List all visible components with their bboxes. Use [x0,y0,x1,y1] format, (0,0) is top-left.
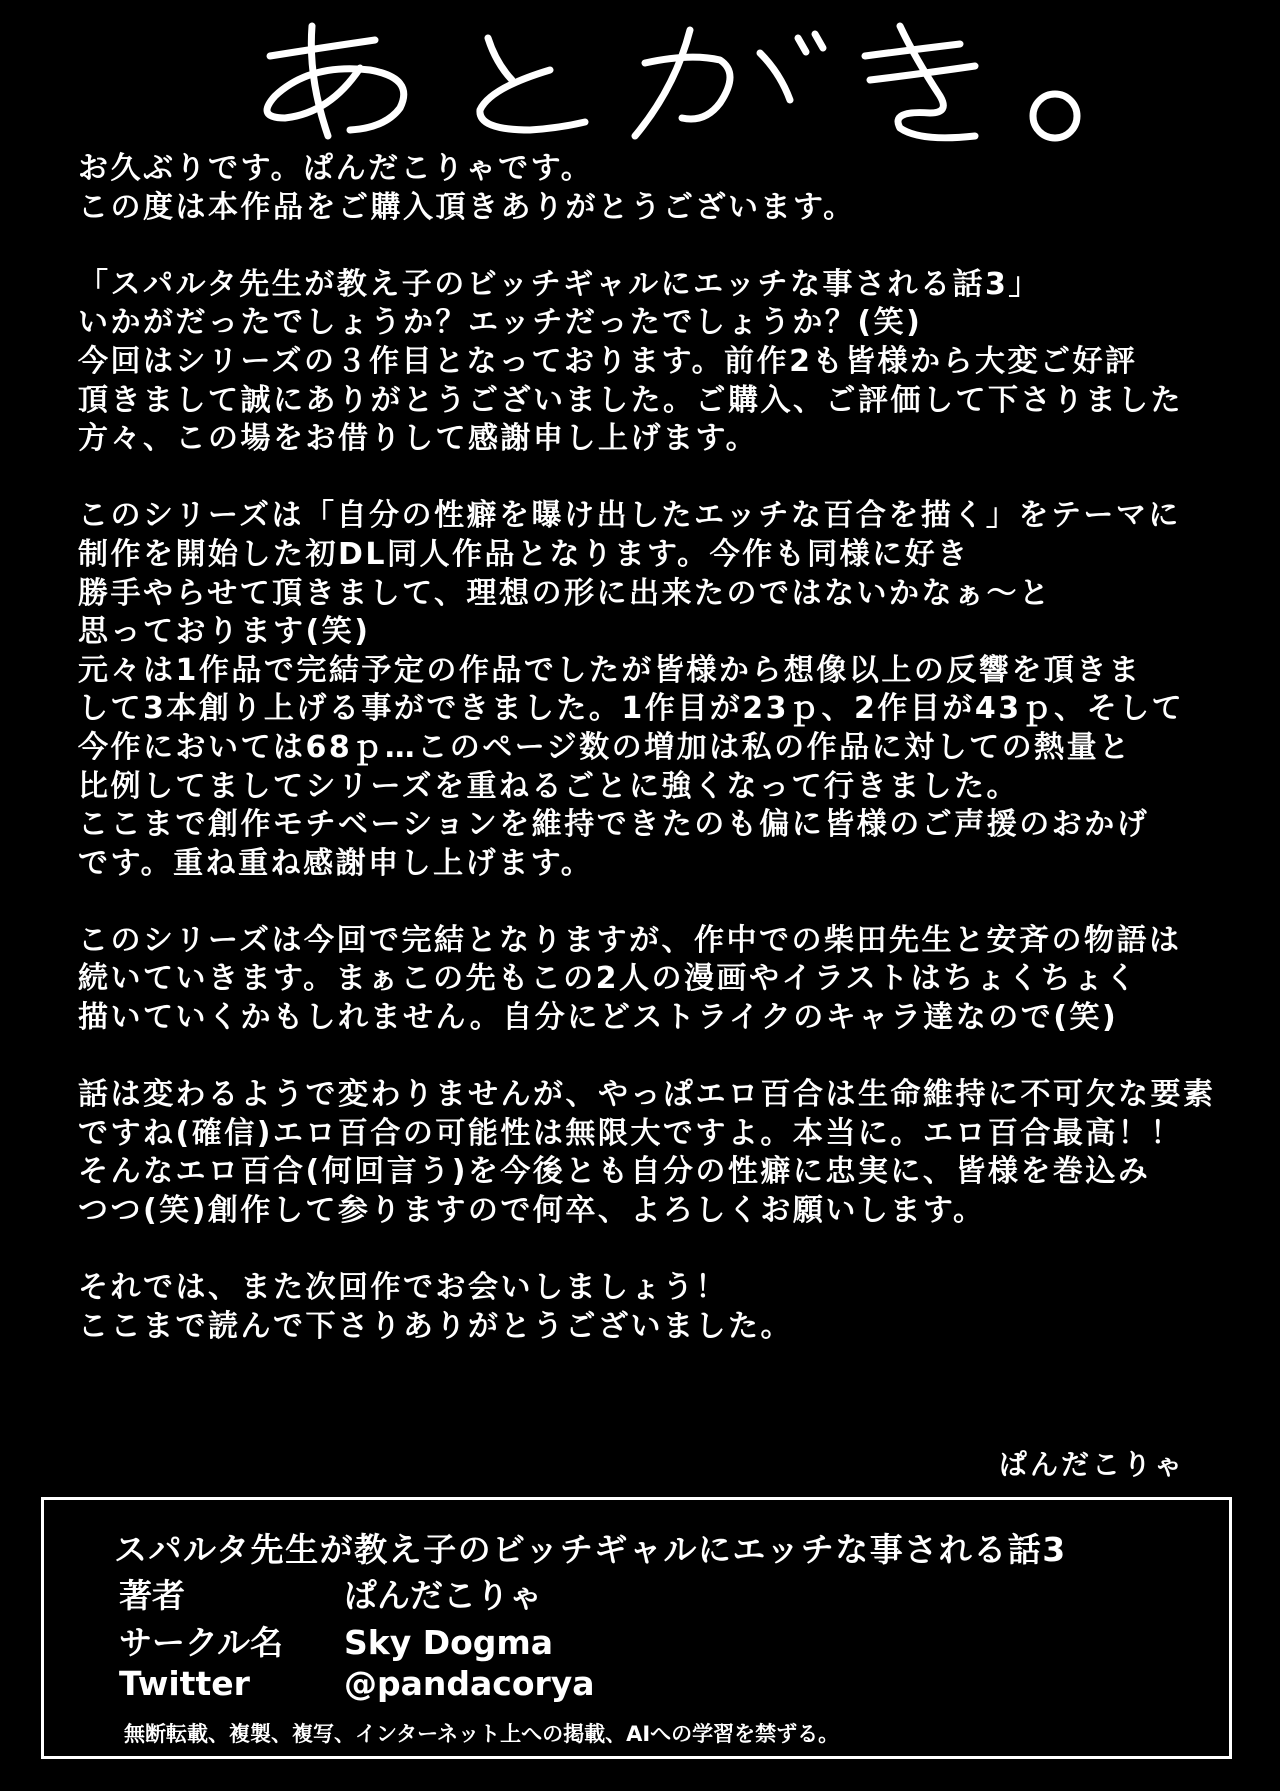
text-line: して3本創り上げる事ができました。1作目が23ｐ、2作目が43ｐ、そして [78,691,1185,727]
paragraph-work-intro [78,266,1258,459]
text-line: です。重ね重ね感謝申し上げます。 [78,845,594,881]
text-line: それでは、また次回作でお会いしましょう！ [78,1270,728,1306]
colophon-circle-row [119,1617,553,1664]
paragraph-closing [78,1269,1258,1346]
author-label: 著者 [119,1576,185,1615]
handwritten-heading-art [250,18,1120,148]
text-line: 「スパルタ先生が教え子のビッチギャルにエッチな事される話3」 [78,266,1041,302]
paragraph-greeting [78,150,1258,227]
paragraph-series-end [78,922,1258,1038]
copyright-notice: 無断転載、複製、複写、インターネット上への掲載、AIへの学習を禁ずる。 [124,1722,840,1746]
text-line: この度は本作品をご購入頂きありがとうございます。 [78,189,856,225]
text-line: 話は変わるようで変わりませんが、やっぱエロ百合は生命維持に不可欠な要素 [78,1077,1216,1113]
text-line: 思っております(笑) [78,614,371,650]
text-line: 方々、この場をお借りして感謝申し上げます。 [78,421,759,457]
colophon-title: スパルタ先生が教え子のビッチギャルにエッチな事される話3 [114,1530,1067,1569]
colophon-box [41,1497,1232,1759]
text-line: このシリーズは「自分の性癖を曝け出したエッチな百合を描く」をテーマに [78,498,1181,534]
paragraph-series-theme [78,497,1258,883]
circle-value: Sky Dogma [344,1623,554,1662]
text-line: ここまで読んで下さりありがとうございました。 [78,1308,793,1344]
paragraph-yuri [78,1076,1258,1230]
text-line: いかがだったでしょうか？エッチだったでしょうか？(笑) [78,305,923,341]
circle-label: サークル名 [119,1623,284,1662]
text-line: つつ(笑)創作して参りますので何卒、よろしくお願いします。 [78,1193,986,1229]
text-line: 元々は1作品で完結予定の作品でしたが皆様から想像以上の反響を頂きま [78,652,1142,688]
afterword-body [78,150,1258,1385]
text-line: 比例してましてシリーズを重ねるごとに強くなって行きました。 [78,768,1019,804]
author-signature: ぱんだこりゃ [998,1448,1185,1481]
text-line: ここまで創作モチベーションを維持できたのも偏に皆様のご声援のおかげ [78,807,1150,843]
text-line: 描いていくかもしれません。自分にどストライクのキャラ達なので(笑) [78,1000,1119,1036]
text-line: 今回はシリーズの３作目となっております。前作2も皆様から大変ご好評 [78,343,1138,379]
author-value: ぱんだこりゃ [344,1576,542,1615]
twitter-label: Twitter [119,1664,250,1703]
text-line: 今作においては68ｐ…このページ数の増加は私の作品に対しての熱量と [78,729,1132,765]
text-line: このシリーズは今回で完結となりますが、作中での柴田先生と安斉の物語は [78,922,1182,958]
colophon-twitter-row [119,1664,595,1703]
text-line: そんなエロ百合(何回言う)を今後とも自分の性癖に忠実に、皆様を巻込み [78,1154,1151,1190]
twitter-value: @pandacorya [344,1664,595,1703]
colophon-author-row [119,1570,542,1617]
text-line: 勝手やらせて頂きまして、理想の形に出来たのではないかなぁ～と [78,575,1052,611]
text-line: お久ぶりです。ぱんだこりゃです。 [78,151,594,186]
text-line: 制作を開始した初DL同人作品となります。今作も同様に好き [78,536,970,572]
text-line: 頂きまして誠にありがとうございました。ご購入、ご評価して下さりました [78,382,1183,418]
text-line: 続いていきます。まぁこの先もこの2人の漫画やイラストはちょくちょく [78,961,1139,997]
text-line: ですね(確信)エロ百合の可能性は無限大ですよ。本当に。エロ百合最高！！ [78,1115,1183,1151]
afterword-heading [250,18,1120,148]
